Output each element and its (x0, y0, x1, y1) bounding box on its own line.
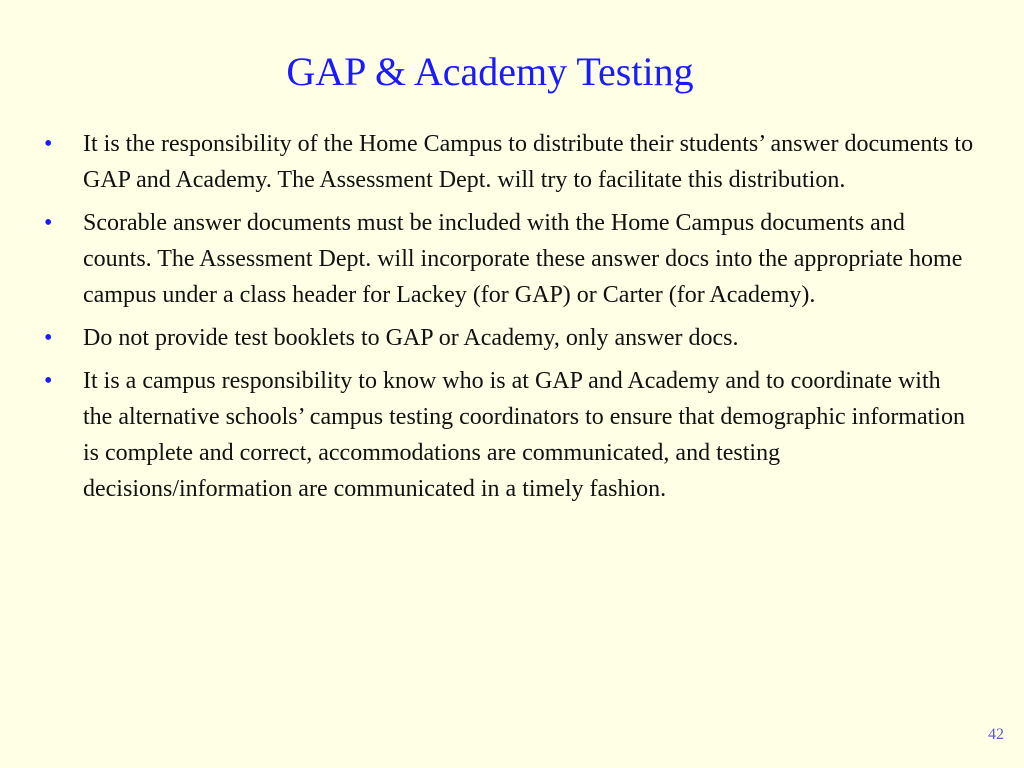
bullet-text: Do not provide test booklets to GAP or Academy, only answer docs. (83, 325, 739, 351)
bullet-text: It is the responsibility of the Home Campus to distribute their students’ answer documents to GAP and Academy. The Assessment Dept. will try to facilitate this distribution. (83, 131, 974, 193)
bullet-item (44, 363, 974, 507)
bullet-icon: • (44, 131, 53, 157)
bullet-list (44, 126, 974, 514)
bullet-icon: • (44, 325, 53, 351)
bullet-item (44, 126, 974, 198)
bullet-text: It is a campus responsibility to know who is at GAP and Academy and to coordinate with the alternative schools’ campus testing coordinators to ensure that demographic information is complete and correct, accommodations are communicated, and testing decisions/information are communicated in a timely fashion. (83, 368, 965, 502)
bullet-icon: • (44, 368, 53, 394)
bullet-item (44, 205, 974, 313)
page-number: 42 (988, 726, 1004, 743)
bullet-text: Scorable answer documents must be included with the Home Campus documents and counts. The Assessment Dept. will incorporate these answer docs into the appropriate home campus under a class header for Lackey (for GAP) or Carter (for Academy). (83, 210, 963, 308)
slide-title: GAP & Academy Testing (286, 49, 694, 94)
bullet-icon: • (44, 210, 53, 236)
bullet-item (44, 320, 974, 356)
